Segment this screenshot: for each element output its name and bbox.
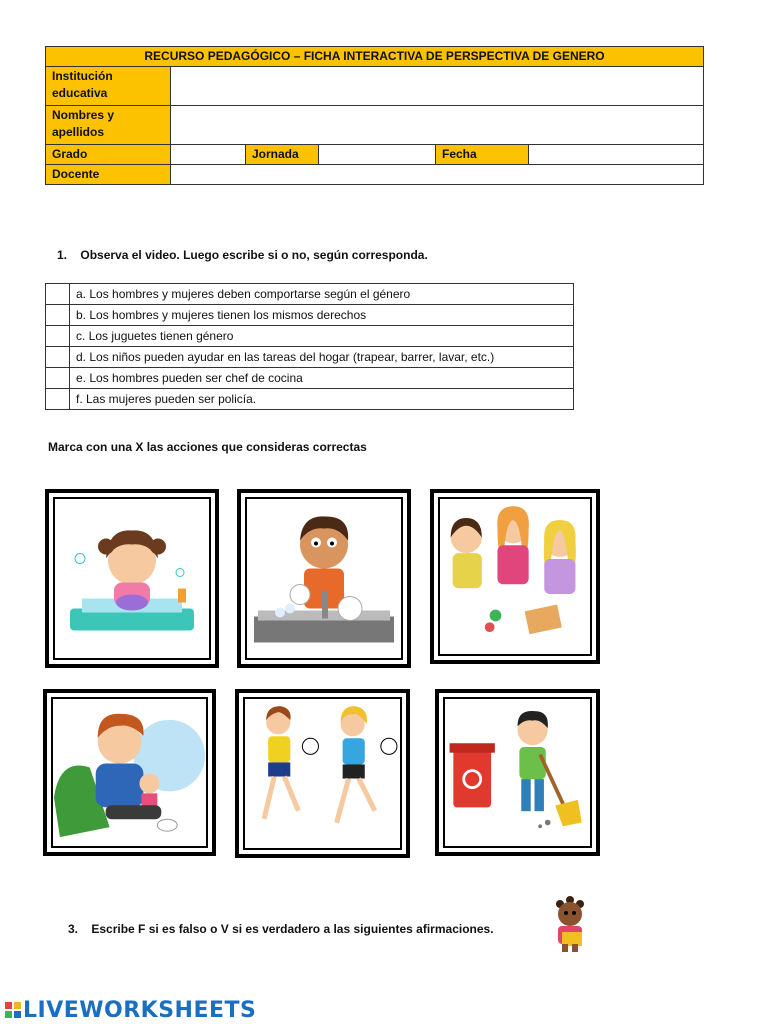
institucion-label: Institución educativa bbox=[46, 67, 171, 106]
table-row bbox=[46, 368, 574, 389]
question-3-number: 3. bbox=[68, 922, 79, 936]
girl-reading-icon bbox=[548, 890, 592, 954]
grado-label: Grado bbox=[46, 145, 171, 165]
jornada-label: Jornada bbox=[246, 145, 319, 165]
jornada-field[interactable] bbox=[319, 145, 436, 165]
boy-washing-illustration bbox=[244, 496, 404, 661]
header-table bbox=[45, 46, 704, 185]
question-2-text: Marca con una X las acciones que consideras correctas bbox=[48, 440, 367, 454]
statement-e: e. Los hombres pueden ser chef de cocina bbox=[70, 368, 574, 389]
boy-with-doll-illustration bbox=[50, 696, 209, 849]
table-row bbox=[46, 326, 574, 347]
nombres-label: Nombres y apellidos bbox=[46, 106, 171, 145]
answer-cell-b[interactable] bbox=[46, 305, 70, 326]
boy-sweeping-illustration bbox=[442, 696, 593, 849]
table-row bbox=[46, 305, 574, 326]
fecha-label: Fecha bbox=[436, 145, 529, 165]
question-1-text: Observa el video. Luego escribe si o no, según corresponda. bbox=[80, 248, 428, 262]
liveworksheets-brand: LIVEWORKSHEETS bbox=[23, 998, 257, 1023]
answer-cell-c[interactable] bbox=[46, 326, 70, 347]
question-3-text: Escribe F si es falso o V si es verdadero a las siguientes afirmaciones. bbox=[91, 922, 494, 936]
fecha-field[interactable] bbox=[529, 145, 704, 165]
docente-label: Docente bbox=[46, 165, 171, 185]
children-playing-illustration bbox=[437, 496, 593, 657]
grado-field[interactable] bbox=[171, 145, 246, 165]
liveworksheets-logo-icon bbox=[5, 1002, 21, 1018]
picture-boy-washing-dishes[interactable] bbox=[237, 489, 411, 668]
picture-boy-sweeping[interactable] bbox=[435, 689, 600, 856]
table-row bbox=[46, 284, 574, 305]
institucion-field[interactable] bbox=[171, 67, 704, 106]
docente-field[interactable] bbox=[171, 165, 704, 185]
answer-cell-e[interactable] bbox=[46, 368, 70, 389]
worksheet-title: RECURSO PEDAGÓGICO – FICHA INTERACTIVA DE PERSPECTIVA DE GENERO bbox=[46, 47, 704, 67]
girl-washing-illustration bbox=[52, 496, 212, 661]
nombres-field[interactable] bbox=[171, 106, 704, 145]
statement-a: a. Los hombres y mujeres deben comportarse según el género bbox=[70, 284, 574, 305]
picture-girl-washing-dishes[interactable] bbox=[45, 489, 219, 668]
question-1-table bbox=[45, 283, 574, 410]
girls-soccer-illustration bbox=[242, 696, 403, 851]
question-3 bbox=[68, 922, 494, 936]
statement-f: f. Las mujeres pueden ser policía. bbox=[70, 389, 574, 410]
answer-cell-a[interactable] bbox=[46, 284, 70, 305]
statement-b: b. Los hombres y mujeres tienen los mismos derechos bbox=[70, 305, 574, 326]
picture-boy-with-doll[interactable] bbox=[43, 689, 216, 856]
answer-cell-d[interactable] bbox=[46, 347, 70, 368]
picture-children-playing[interactable] bbox=[430, 489, 600, 664]
table-row bbox=[46, 347, 574, 368]
answer-cell-f[interactable] bbox=[46, 389, 70, 410]
picture-girls-playing-soccer[interactable] bbox=[235, 689, 410, 858]
question-1-number: 1. bbox=[57, 248, 68, 262]
statement-d: d. Los niños pueden ayudar en las tareas del hogar (trapear, barrer, lavar, etc.) bbox=[70, 347, 574, 368]
table-row bbox=[46, 389, 574, 410]
liveworksheets-logo bbox=[5, 998, 256, 1023]
statement-c: c. Los juguetes tienen género bbox=[70, 326, 574, 347]
question-1 bbox=[57, 248, 428, 262]
